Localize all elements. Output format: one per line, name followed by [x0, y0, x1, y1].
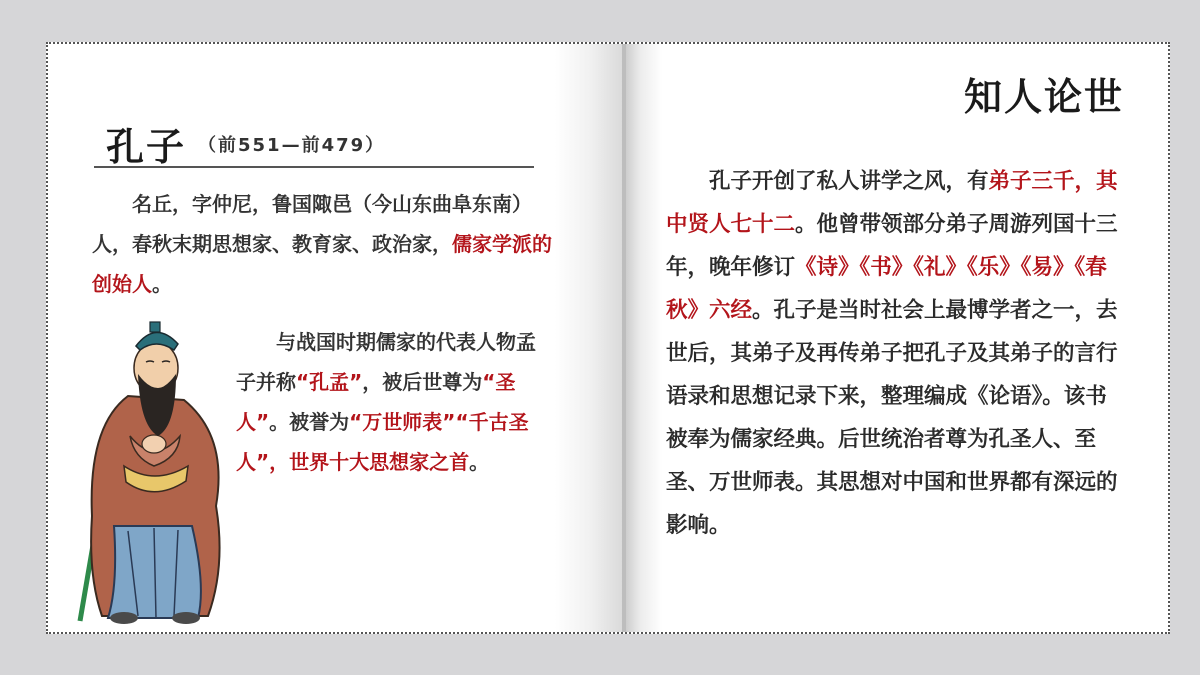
highlight-text: 《诗》《书》《礼》《乐》《易》《春秋》六经: [666, 255, 1107, 323]
highlight-text: “万世师表”“千古圣人”，世界十大思想家之首: [236, 410, 529, 474]
body-text: 。他曾带领部分弟子周游列国十三年，晚年修订: [666, 212, 1118, 280]
body-text: 。孔子是当时社会上最博学者之一，去世后，其弟子及再传弟子把孔子及其弟子的言行语录和思想记录下来，整理编成《论语》。该书被奉为儒家经典。后世统治者尊为孔圣人、至圣、万世师表。其思想对中国和世界都有深远的影响。: [666, 298, 1118, 538]
person-name: 孔子: [106, 125, 187, 169]
body-text: 孔子开创了私人讲学之风，有: [709, 169, 989, 194]
book-spread: [46, 42, 1170, 634]
body-text: 。: [152, 272, 172, 296]
body-text: 与战国时期儒家的代表人物孟子并称: [236, 330, 536, 394]
person-dates: （前551—前479）: [198, 135, 386, 156]
section-title: 知人论世: [963, 75, 1124, 119]
highlight-text: 儒家学派的创始人: [92, 232, 552, 296]
highlight-text: 弟子三千，其中贤人七十二: [666, 169, 1118, 237]
book-spine: [622, 44, 626, 632]
intro-paragraph: [92, 184, 552, 304]
right-body-paragraph: [666, 160, 1118, 547]
body-text: 名丘，字仲尼，鲁国陬邑（今山东曲阜东南）人，春秋末期思想家、教育家、政治家，: [92, 192, 532, 256]
highlight-text: “圣人”: [236, 370, 516, 434]
highlight-text: “孔孟”: [296, 370, 363, 394]
confucius-portrait: [58, 316, 248, 626]
body-text: 。: [469, 450, 490, 474]
body-text: ，被后世尊为: [362, 370, 483, 394]
legacy-paragraph: [236, 322, 536, 482]
title-underline: [94, 166, 534, 168]
body-text: 。被誉为: [269, 410, 350, 434]
